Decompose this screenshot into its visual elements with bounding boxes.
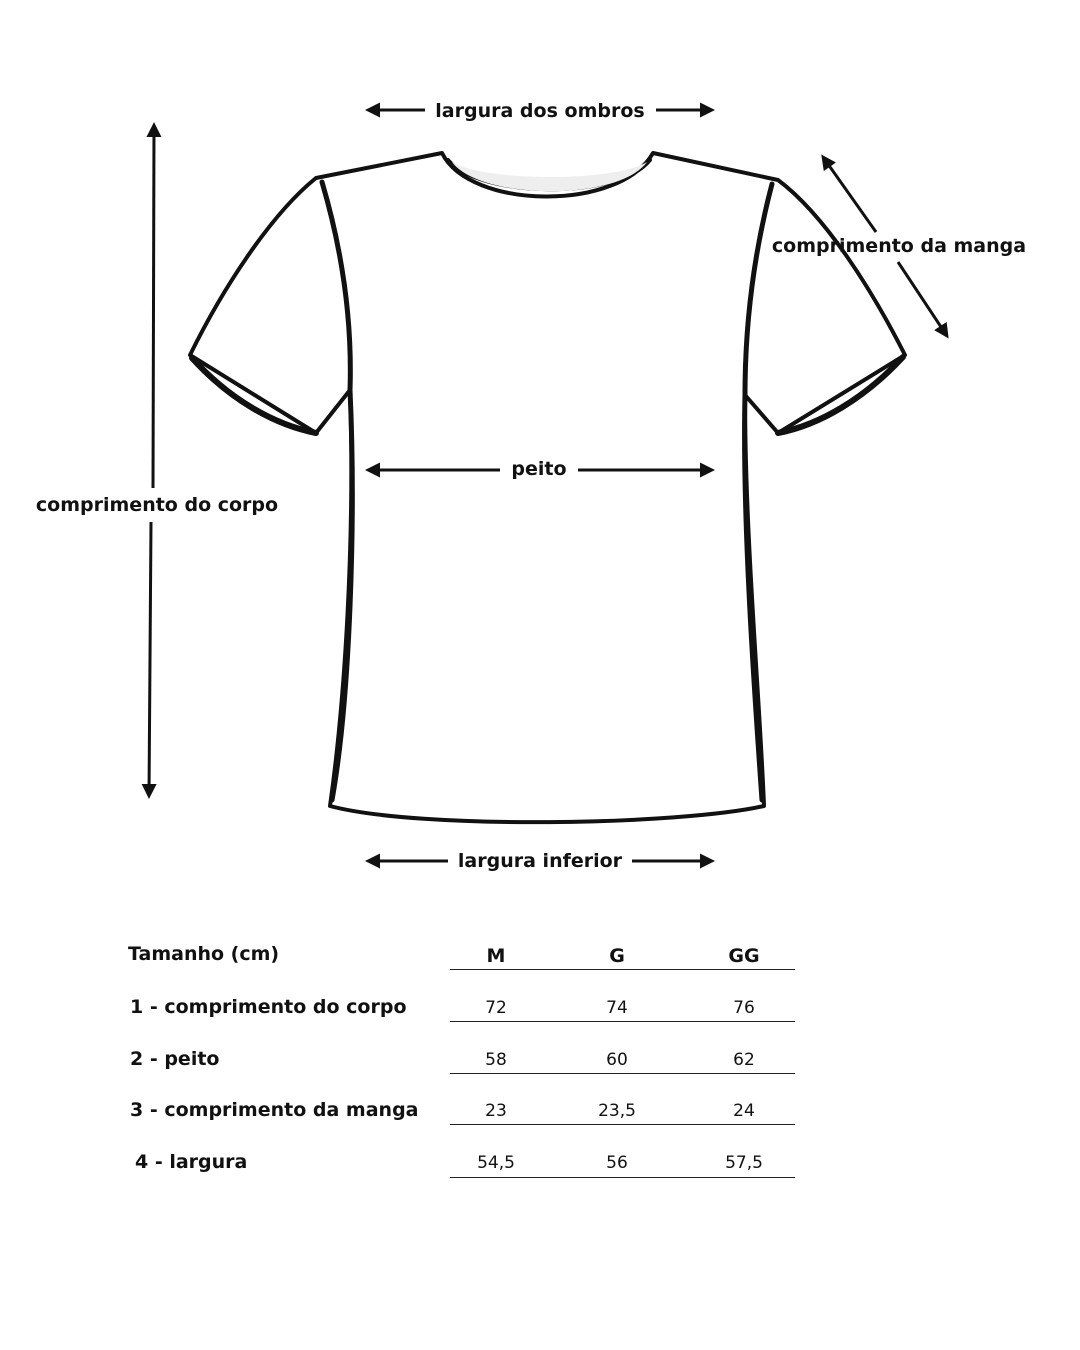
row-label-width: 4 - largura	[135, 1151, 248, 1173]
label-chest: peito	[511, 458, 567, 480]
row-label-sleeve-length: 3 - comprimento da manga	[130, 1099, 419, 1121]
cell-sleeve-length-gg: 24	[733, 1101, 755, 1121]
cell-width-m: 54,5	[477, 1153, 515, 1173]
row-rule	[450, 1124, 795, 1125]
sleeve-arrow-top	[823, 157, 876, 232]
left-side-seam	[322, 182, 352, 800]
table-header: Tamanho (cm)	[128, 943, 280, 965]
measurement-arrows	[149, 110, 947, 861]
cell-body-length-g: 74	[606, 998, 628, 1018]
column-header-gg: GG	[728, 945, 760, 967]
header-rule	[450, 969, 795, 970]
sleeve-arrow-bottom	[898, 262, 947, 336]
label-sleeve-length: comprimento da manga	[771, 235, 1027, 257]
row-rule	[450, 1177, 795, 1178]
body-length-arrow-bottom	[149, 522, 151, 796]
row-label-chest: 2 - peito	[130, 1048, 220, 1070]
row-rule	[450, 1073, 795, 1074]
column-header-m: M	[486, 945, 506, 967]
label-shoulder-width: largura dos ombros	[435, 100, 645, 122]
cell-width-gg: 57,5	[725, 1153, 763, 1173]
row-label-body-length: 1 - comprimento do corpo	[130, 996, 407, 1018]
cell-width-g: 56	[606, 1153, 628, 1173]
cell-chest-m: 58	[485, 1050, 507, 1070]
body-length-arrow-top	[153, 125, 154, 488]
label-bottom-width: largura inferior	[457, 850, 623, 872]
column-header-g: G	[609, 945, 625, 967]
cell-body-length-gg: 76	[733, 998, 755, 1018]
cell-chest-gg: 62	[733, 1050, 755, 1070]
cell-sleeve-length-m: 23	[485, 1101, 507, 1121]
cell-body-length-m: 72	[485, 998, 507, 1018]
label-body-length: comprimento do corpo	[35, 494, 279, 516]
row-rule	[450, 1021, 795, 1022]
cell-chest-g: 60	[606, 1050, 628, 1070]
cell-sleeve-length-g: 23,5	[598, 1101, 636, 1121]
